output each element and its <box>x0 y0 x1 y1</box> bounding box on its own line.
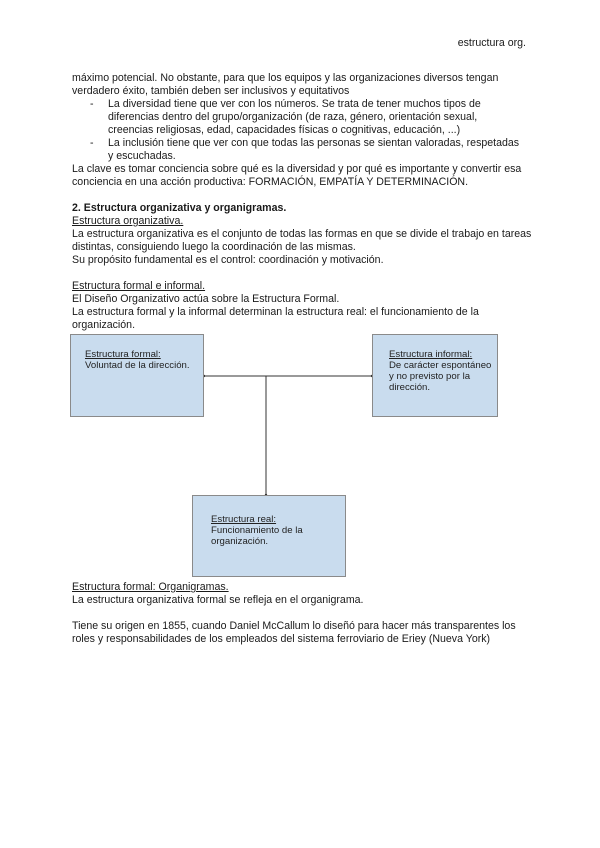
box-text: Funcionamiento de la organización. <box>211 525 303 547</box>
diversity-list <box>72 98 532 163</box>
page-header: estructura org. <box>457 37 526 49</box>
list-item <box>72 98 532 137</box>
definition-paragraph: La estructura organizativa es el conjunto de todas las formas en que se divide el trabajo en tareas distintas, consiguiendo luego la coordinación de las mismas. <box>72 228 532 253</box>
structure-diagram <box>70 333 530 581</box>
subsection-heading: Estructura organizativa. <box>72 215 184 227</box>
design-paragraph: El Diseño Organizativo actúa sobre la Estructura Formal. <box>72 293 340 305</box>
purpose-paragraph: Su propósito fundamental es el control: coordinación y motivación. <box>72 254 384 266</box>
box-text: Voluntad de la dirección. <box>85 360 190 371</box>
intro-paragraph: máximo potencial. No obstante, para que los equipos y las organizaciones diversos tengan verdadero éxito, también deben ser inclusivos y equitativos <box>72 72 499 97</box>
subsection-heading: Estructura formal: Organigramas. <box>72 581 229 593</box>
list-item <box>72 137 532 163</box>
informal-structure-box <box>372 334 498 417</box>
box-title: Estructura formal: <box>85 349 161 360</box>
list-item-text: La diversidad tiene que ver con los números. Se trata de tener muchos tipos de diferencias dentro del grupo/organización (de raza, género, orientación sexual, creencias religiosas, edad, capacidades físicas o cognitivas, educación, ...) <box>108 98 481 136</box>
subsection-heading: Estructura formal e informal. <box>72 280 206 292</box>
list-item-text: La inclusión tiene que ver con que todas las personas se sientan valoradas, respetadas y escuchadas. <box>108 137 520 162</box>
document-body <box>72 72 532 646</box>
history-paragraph: Tiene su origen en 1855, cuando Daniel McCallum lo diseñó para hacer más transparentes los roles y responsabilidades de los empleados del sistema ferroviario de Eriey (Nueva York) <box>72 620 516 645</box>
section-heading: 2. Estructura organizativa y organigramas. <box>72 202 287 214</box>
bullet-dash: - <box>90 137 94 149</box>
box-title: Estructura informal: <box>389 349 473 360</box>
organigram-paragraph: La estructura organizativa formal se refleja en el organigrama. <box>72 594 364 606</box>
formal-structure-box <box>70 334 204 417</box>
box-title: Estructura real: <box>211 514 277 525</box>
box-text: De carácter espontáneo y no previsto por la dirección. <box>389 360 492 393</box>
real-structure-paragraph: La estructura formal y la informal determinan la estructura real: el funcionamiento de la organización. <box>72 306 479 331</box>
real-structure-box <box>192 495 346 577</box>
closing-paragraph: La clave es tomar conciencia sobre qué es la diversidad y por qué es importante y convertir esa conciencia en una acción productiva: FORMACIÓN, EMPATÍA Y DETERMINACIÓN. <box>72 163 522 188</box>
bullet-dash: - <box>90 98 94 110</box>
